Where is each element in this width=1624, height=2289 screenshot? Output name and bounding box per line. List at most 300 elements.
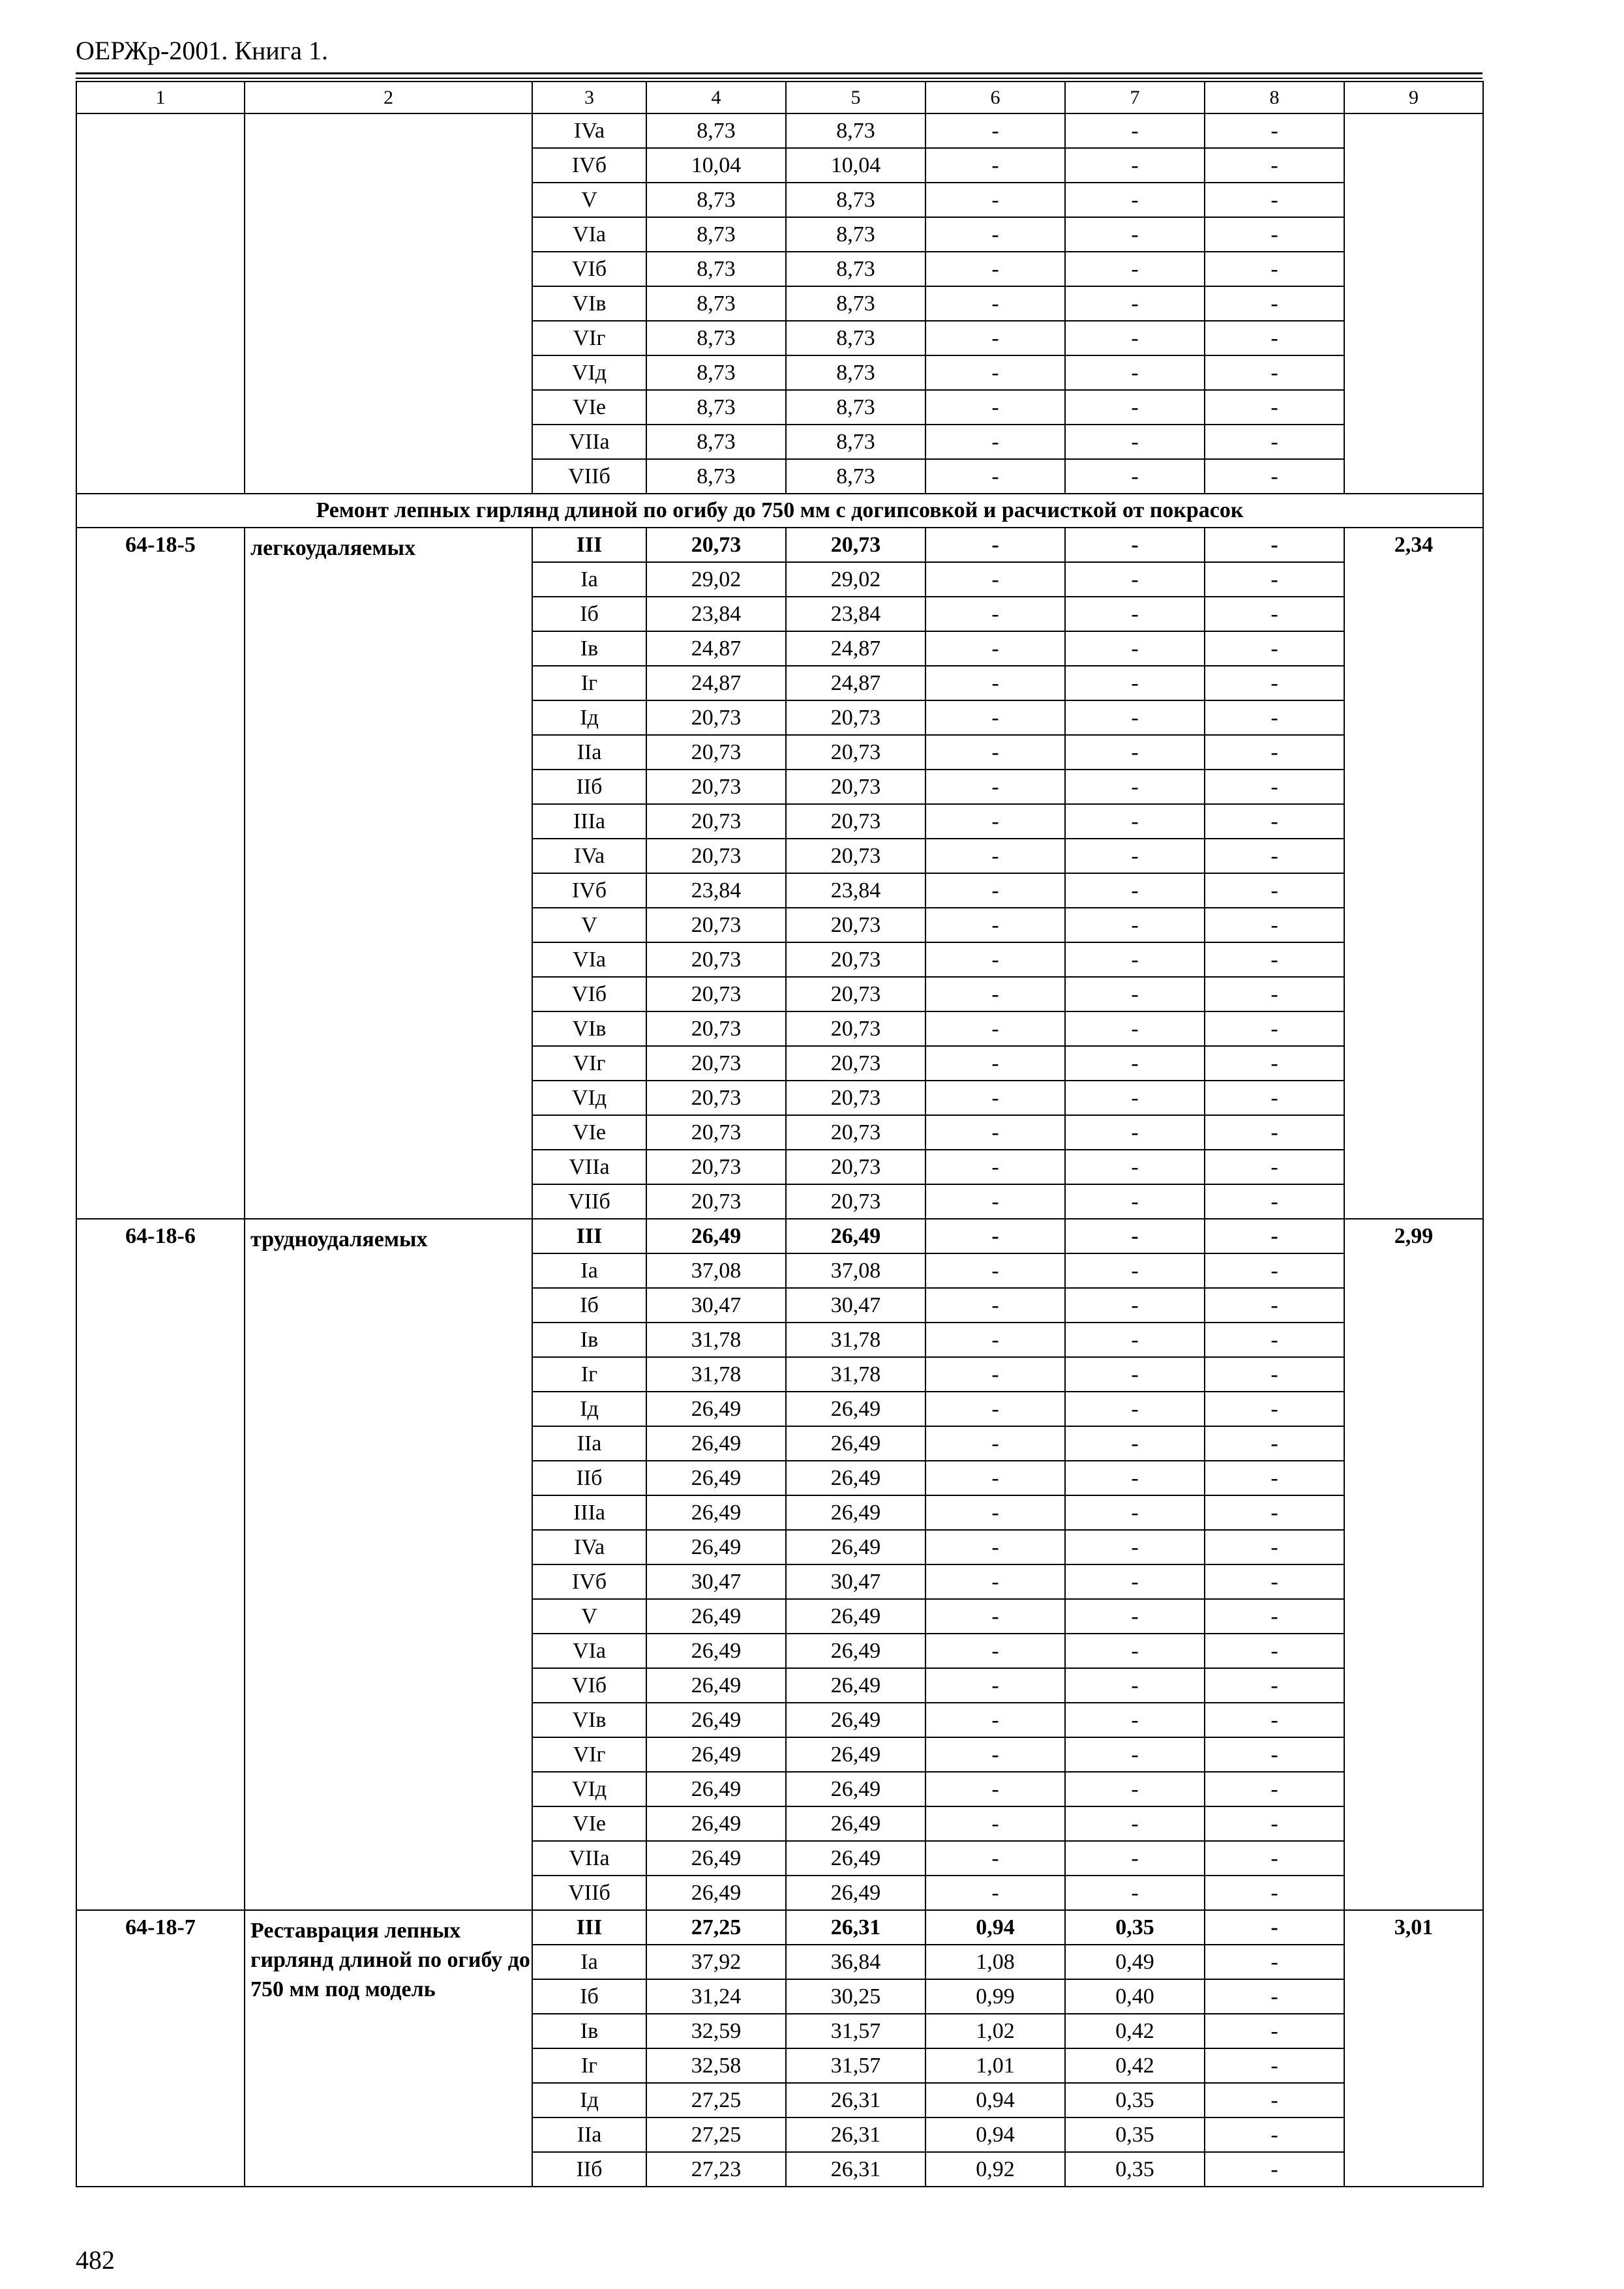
value-cell: 26,49 xyxy=(646,1737,786,1772)
value-cell: - xyxy=(925,1219,1065,1253)
value-cell: Iд xyxy=(532,700,646,735)
value-cell: - xyxy=(1065,252,1205,286)
value-cell: - xyxy=(1065,804,1205,839)
value-cell: 20,73 xyxy=(646,1081,786,1115)
value-cell: Iг xyxy=(532,2048,646,2083)
value-cell: 20,73 xyxy=(646,1046,786,1081)
value-cell: - xyxy=(1205,1150,1344,1184)
value-cell: 20,73 xyxy=(646,908,786,942)
value-cell: 31,24 xyxy=(646,1979,786,2014)
value-cell: - xyxy=(1065,562,1205,597)
value-cell: 20,73 xyxy=(646,528,786,562)
value-cell: - xyxy=(1065,666,1205,700)
value-cell: - xyxy=(1205,1876,1344,1910)
value-cell: - xyxy=(1205,977,1344,1011)
value-cell: - xyxy=(925,1392,1065,1426)
value-cell: 26,49 xyxy=(646,1772,786,1806)
value-cell: - xyxy=(925,1115,1065,1150)
value-cell: 24,87 xyxy=(646,631,786,666)
code-cell: 64-18-7 xyxy=(76,1910,245,2187)
value-cell: - xyxy=(925,390,1065,425)
value-cell: 26,49 xyxy=(786,1599,925,1634)
value-cell: 32,59 xyxy=(646,2014,786,2048)
value-cell: 20,73 xyxy=(786,804,925,839)
value-cell: - xyxy=(1065,425,1205,459)
value-cell: VIб xyxy=(532,252,646,286)
value-cell: VIг xyxy=(532,321,646,355)
value-cell: 31,78 xyxy=(646,1357,786,1392)
value-cell: 20,73 xyxy=(786,1115,925,1150)
value-cell: 20,73 xyxy=(786,839,925,873)
value-cell: 26,31 xyxy=(786,1910,925,1945)
value-cell: 8,73 xyxy=(786,183,925,217)
value-cell: 8,73 xyxy=(786,217,925,252)
value-cell: - xyxy=(925,425,1065,459)
value-cell: VIe xyxy=(532,1806,646,1841)
value-cell: 23,84 xyxy=(646,597,786,631)
value-cell: IVa xyxy=(532,113,646,148)
value-cell: III xyxy=(532,528,646,562)
value-cell: Iг xyxy=(532,1357,646,1392)
value-cell: - xyxy=(1205,1737,1344,1772)
value-cell: - xyxy=(1065,321,1205,355)
value-cell: - xyxy=(1065,1530,1205,1564)
value-cell: - xyxy=(925,735,1065,770)
value-cell: Iв xyxy=(532,1323,646,1357)
value-cell: - xyxy=(1065,1461,1205,1495)
value-cell: - xyxy=(1205,390,1344,425)
value-cell: - xyxy=(1205,1668,1344,1703)
value-cell: 20,73 xyxy=(786,1184,925,1219)
value-cell: - xyxy=(1065,1184,1205,1219)
value-cell: - xyxy=(1065,908,1205,942)
value-cell: - xyxy=(1205,1357,1344,1392)
value-cell: 0,42 xyxy=(1065,2048,1205,2083)
value-cell: - xyxy=(925,1081,1065,1115)
value-cell: 8,73 xyxy=(786,390,925,425)
value-cell: - xyxy=(1205,1011,1344,1046)
value-cell: - xyxy=(1205,562,1344,597)
value-cell: - xyxy=(1065,355,1205,390)
value-cell: 8,73 xyxy=(646,425,786,459)
value-cell: - xyxy=(1065,1357,1205,1392)
value-cell: - xyxy=(925,252,1065,286)
value-cell: - xyxy=(1205,597,1344,631)
value-cell: - xyxy=(1205,1564,1344,1599)
value-cell: - xyxy=(925,770,1065,804)
value-cell: - xyxy=(1205,1392,1344,1426)
value-cell: 20,73 xyxy=(786,700,925,735)
value-cell: - xyxy=(925,1253,1065,1288)
column-number-cell: 3 xyxy=(532,82,646,113)
value-cell: - xyxy=(1205,2152,1344,2187)
description-cell: легкоудаляемых xyxy=(245,528,532,1219)
value-cell: V xyxy=(532,1599,646,1634)
value-cell: 26,49 xyxy=(646,1634,786,1668)
value-cell: 20,73 xyxy=(646,804,786,839)
value-cell: - xyxy=(925,113,1065,148)
value-cell: 23,84 xyxy=(786,873,925,908)
value-cell: Iв xyxy=(532,631,646,666)
value-cell: - xyxy=(1205,1530,1344,1564)
value-cell: VIIa xyxy=(532,1150,646,1184)
value-cell: 26,49 xyxy=(786,1426,925,1461)
value-cell: - xyxy=(1205,2014,1344,2048)
value-cell: 32,58 xyxy=(646,2048,786,2083)
value-cell: 23,84 xyxy=(786,597,925,631)
value-cell: 0,35 xyxy=(1065,2152,1205,2187)
value-cell: - xyxy=(1065,1392,1205,1426)
value-cell: VIв xyxy=(532,1703,646,1737)
value-cell: - xyxy=(1205,804,1344,839)
value-cell: - xyxy=(1065,1564,1205,1599)
value-cell: - xyxy=(1065,459,1205,494)
value-cell: - xyxy=(1065,942,1205,977)
value-cell: VIa xyxy=(532,217,646,252)
value-cell: - xyxy=(1205,631,1344,666)
value-cell: 20,73 xyxy=(786,735,925,770)
value-cell: - xyxy=(1065,1426,1205,1461)
value-cell: - xyxy=(1205,1219,1344,1253)
value-cell: - xyxy=(1065,873,1205,908)
value-cell: 26,49 xyxy=(786,1772,925,1806)
table-row xyxy=(76,1219,1483,1253)
value-cell: - xyxy=(925,1841,1065,1876)
value-cell: VIб xyxy=(532,977,646,1011)
value-cell: Iб xyxy=(532,1288,646,1323)
value-cell: 26,49 xyxy=(786,1634,925,1668)
value-cell: - xyxy=(1205,839,1344,873)
value-cell: 20,73 xyxy=(646,839,786,873)
value-cell: 20,73 xyxy=(646,942,786,977)
section-title: Ремонт лепных гирлянд длиной по огибу до 750 мм с догипсовкой и расчисткой от покрасок xyxy=(76,494,1483,528)
value-cell: - xyxy=(925,1634,1065,1668)
code-cell: 64-18-6 xyxy=(76,1219,245,1910)
value-cell: 29,02 xyxy=(786,562,925,597)
value-cell: - xyxy=(925,1426,1065,1461)
value-cell: - xyxy=(1205,1184,1344,1219)
value-cell: - xyxy=(1205,1599,1344,1634)
value-cell: 20,73 xyxy=(786,908,925,942)
value-cell: IIa xyxy=(532,735,646,770)
column-number-cell: 6 xyxy=(925,82,1065,113)
value-cell: - xyxy=(925,355,1065,390)
value-cell: III xyxy=(532,1910,646,1945)
value-cell: - xyxy=(1205,286,1344,321)
value-cell: VIг xyxy=(532,1737,646,1772)
value-cell: - xyxy=(925,873,1065,908)
value-cell: - xyxy=(1205,425,1344,459)
value-cell: 30,47 xyxy=(786,1564,925,1599)
value-cell: 26,49 xyxy=(646,1426,786,1461)
value-cell: 0,35 xyxy=(1065,1910,1205,1945)
value-cell: - xyxy=(1065,390,1205,425)
value-cell: 20,73 xyxy=(786,1081,925,1115)
value-cell: Iб xyxy=(532,597,646,631)
value-cell: - xyxy=(925,1772,1065,1806)
value-cell: - xyxy=(1065,1876,1205,1910)
value-cell: 27,25 xyxy=(646,2083,786,2117)
value-cell: VIд xyxy=(532,355,646,390)
value-cell: 26,49 xyxy=(646,1703,786,1737)
value-cell: Ia xyxy=(532,1945,646,1979)
value-cell: - xyxy=(925,1150,1065,1184)
value-cell: 31,57 xyxy=(786,2014,925,2048)
page-number: 482 xyxy=(76,2245,115,2275)
value-cell: 0,42 xyxy=(1065,2014,1205,2048)
value-cell: 30,25 xyxy=(786,1979,925,2014)
description-cell: трудноудаляемых xyxy=(245,1219,532,1910)
column-number-cell: 5 xyxy=(786,82,925,113)
value-cell: - xyxy=(1205,148,1344,183)
value-cell: - xyxy=(925,1184,1065,1219)
value-cell: - xyxy=(1065,217,1205,252)
coefficient-cell: 2,34 xyxy=(1344,528,1483,1219)
value-cell: - xyxy=(1205,2083,1344,2117)
code-cell xyxy=(76,113,245,494)
value-cell: Ia xyxy=(532,1253,646,1288)
value-cell: - xyxy=(1205,1806,1344,1841)
value-cell: VIe xyxy=(532,1115,646,1150)
value-cell: Iд xyxy=(532,2083,646,2117)
value-cell: 26,49 xyxy=(646,1461,786,1495)
column-number-cell: 7 xyxy=(1065,82,1205,113)
value-cell: 26,49 xyxy=(646,1392,786,1426)
value-cell: - xyxy=(925,1806,1065,1841)
value-cell: - xyxy=(1065,1806,1205,1841)
value-cell: VIe xyxy=(532,390,646,425)
value-cell: 26,31 xyxy=(786,2083,925,2117)
value-cell: 26,49 xyxy=(786,1668,925,1703)
value-cell: 1,02 xyxy=(925,2014,1065,2048)
value-cell: - xyxy=(925,1357,1065,1392)
value-cell: - xyxy=(1205,252,1344,286)
value-cell: 24,87 xyxy=(786,666,925,700)
value-cell: - xyxy=(1065,1599,1205,1634)
value-cell: 0,35 xyxy=(1065,2117,1205,2152)
value-cell: - xyxy=(1205,735,1344,770)
value-cell: - xyxy=(925,1046,1065,1081)
value-cell: 1,01 xyxy=(925,2048,1065,2083)
value-cell: - xyxy=(1065,1150,1205,1184)
value-cell: - xyxy=(1065,113,1205,148)
value-cell: - xyxy=(925,804,1065,839)
coefficient-cell: 2,99 xyxy=(1344,1219,1483,1910)
value-cell: 10,04 xyxy=(646,148,786,183)
column-number-row xyxy=(76,82,1483,113)
value-cell: 29,02 xyxy=(646,562,786,597)
value-cell: - xyxy=(1065,286,1205,321)
value-cell: - xyxy=(925,1288,1065,1323)
value-cell: - xyxy=(925,286,1065,321)
value-cell: 8,73 xyxy=(786,425,925,459)
value-cell: 8,73 xyxy=(646,286,786,321)
value-cell: 8,73 xyxy=(646,252,786,286)
value-cell: - xyxy=(925,977,1065,1011)
value-cell: - xyxy=(925,1461,1065,1495)
value-cell: 26,49 xyxy=(786,1806,925,1841)
value-cell: 36,84 xyxy=(786,1945,925,1979)
value-cell: 8,73 xyxy=(786,355,925,390)
value-cell: 20,73 xyxy=(786,1046,925,1081)
value-cell: 20,73 xyxy=(646,1115,786,1150)
code-cell: 64-18-5 xyxy=(76,528,245,1219)
value-cell: 26,49 xyxy=(786,1530,925,1564)
value-cell: 20,73 xyxy=(646,735,786,770)
value-cell: VIIб xyxy=(532,1876,646,1910)
value-cell: - xyxy=(1065,735,1205,770)
value-cell: 20,73 xyxy=(786,528,925,562)
value-cell: - xyxy=(925,183,1065,217)
value-cell: VIд xyxy=(532,1772,646,1806)
value-cell: - xyxy=(1205,355,1344,390)
value-cell: 20,73 xyxy=(646,770,786,804)
coefficient-cell xyxy=(1344,113,1483,494)
value-cell: VIг xyxy=(532,1046,646,1081)
value-cell: - xyxy=(1205,528,1344,562)
value-cell: - xyxy=(1205,2048,1344,2083)
value-cell: 26,49 xyxy=(646,1668,786,1703)
value-cell: V xyxy=(532,183,646,217)
page-header-title: ОЕРЖр-2001. Книга 1. xyxy=(76,36,328,65)
value-cell: 31,78 xyxy=(786,1323,925,1357)
value-cell: 27,25 xyxy=(646,1910,786,1945)
description-cell xyxy=(245,113,532,494)
value-cell: - xyxy=(925,1323,1065,1357)
value-cell: 1,08 xyxy=(925,1945,1065,1979)
value-cell: 37,08 xyxy=(646,1253,786,1288)
value-cell: - xyxy=(925,700,1065,735)
value-cell: - xyxy=(1065,1495,1205,1530)
value-cell: VIб xyxy=(532,1668,646,1703)
value-cell: - xyxy=(1065,1668,1205,1703)
value-cell: 20,73 xyxy=(786,1150,925,1184)
value-cell: IVa xyxy=(532,839,646,873)
value-cell: - xyxy=(1205,113,1344,148)
value-cell: 20,73 xyxy=(786,1011,925,1046)
value-cell: - xyxy=(1205,770,1344,804)
value-cell: VIIa xyxy=(532,425,646,459)
value-cell: IIIa xyxy=(532,1495,646,1530)
value-cell: 26,49 xyxy=(786,1495,925,1530)
value-cell: 37,92 xyxy=(646,1945,786,1979)
value-cell: 10,04 xyxy=(786,148,925,183)
value-cell: - xyxy=(925,597,1065,631)
value-cell: - xyxy=(1065,597,1205,631)
value-cell: - xyxy=(925,1495,1065,1530)
value-cell: - xyxy=(925,942,1065,977)
value-cell: - xyxy=(1065,1634,1205,1668)
value-cell: - xyxy=(925,666,1065,700)
value-cell: 26,49 xyxy=(786,1461,925,1495)
value-cell: - xyxy=(1065,977,1205,1011)
value-cell: 8,73 xyxy=(786,113,925,148)
value-cell: - xyxy=(1205,217,1344,252)
value-cell: 20,73 xyxy=(786,770,925,804)
value-cell: 26,49 xyxy=(786,1841,925,1876)
header-rule-thin xyxy=(76,78,1482,79)
value-cell: 26,49 xyxy=(786,1703,925,1737)
value-cell: 8,73 xyxy=(646,390,786,425)
value-cell: 20,73 xyxy=(646,700,786,735)
value-cell: - xyxy=(1205,1046,1344,1081)
value-cell: 31,78 xyxy=(786,1357,925,1392)
value-cell: 30,47 xyxy=(646,1288,786,1323)
column-number-cell: 9 xyxy=(1344,82,1483,113)
value-cell: 26,49 xyxy=(786,1876,925,1910)
value-cell: VIIб xyxy=(532,1184,646,1219)
value-cell: - xyxy=(925,1530,1065,1564)
value-cell: 30,47 xyxy=(786,1288,925,1323)
value-cell: - xyxy=(1205,321,1344,355)
value-cell: 8,73 xyxy=(646,183,786,217)
value-cell: - xyxy=(925,1564,1065,1599)
value-cell: 8,73 xyxy=(786,321,925,355)
value-cell: - xyxy=(925,631,1065,666)
value-cell: IVб xyxy=(532,1564,646,1599)
value-cell: 20,73 xyxy=(646,1011,786,1046)
value-cell: 20,73 xyxy=(646,1184,786,1219)
value-cell: - xyxy=(1205,908,1344,942)
value-cell: - xyxy=(925,321,1065,355)
value-cell: - xyxy=(1065,528,1205,562)
value-cell: - xyxy=(1065,839,1205,873)
value-cell: 30,47 xyxy=(646,1564,786,1599)
value-cell: 26,31 xyxy=(786,2117,925,2152)
value-cell: VIд xyxy=(532,1081,646,1115)
value-cell: - xyxy=(1065,770,1205,804)
value-cell: - xyxy=(925,1703,1065,1737)
value-cell: 0,94 xyxy=(925,2083,1065,2117)
value-cell: - xyxy=(1205,1461,1344,1495)
value-cell: - xyxy=(1205,1772,1344,1806)
column-number-cell: 4 xyxy=(646,82,786,113)
value-cell: - xyxy=(1065,1081,1205,1115)
value-cell: - xyxy=(1065,1115,1205,1150)
value-cell: - xyxy=(1205,1945,1344,1979)
value-cell: - xyxy=(1205,459,1344,494)
value-cell: - xyxy=(925,562,1065,597)
value-cell: - xyxy=(925,1668,1065,1703)
value-cell: - xyxy=(1065,1772,1205,1806)
table-row xyxy=(76,528,1483,562)
value-cell: - xyxy=(1205,1426,1344,1461)
value-cell: 20,73 xyxy=(786,942,925,977)
value-cell: - xyxy=(1205,1910,1344,1945)
value-cell: 26,49 xyxy=(646,1530,786,1564)
value-cell: - xyxy=(1205,1841,1344,1876)
value-cell: - xyxy=(925,1876,1065,1910)
value-cell: 0,99 xyxy=(925,1979,1065,2014)
value-cell: 0,49 xyxy=(1065,1945,1205,1979)
value-cell: IVб xyxy=(532,148,646,183)
description-cell: Реставрация лепных гирлянд длиной по огибу до 750 мм под модель xyxy=(245,1910,532,2187)
value-cell: 20,73 xyxy=(786,977,925,1011)
table-row xyxy=(76,1910,1483,1945)
value-cell: IIa xyxy=(532,1426,646,1461)
value-cell: - xyxy=(1205,1634,1344,1668)
rates-table xyxy=(76,81,1484,2187)
value-cell: 0,35 xyxy=(1065,2083,1205,2117)
value-cell: 26,49 xyxy=(646,1876,786,1910)
value-cell: - xyxy=(1205,1323,1344,1357)
value-cell: - xyxy=(1065,1288,1205,1323)
coefficient-cell: 3,01 xyxy=(1344,1910,1483,2187)
value-cell: VIa xyxy=(532,942,646,977)
value-cell: - xyxy=(1065,1046,1205,1081)
value-cell: - xyxy=(925,1737,1065,1772)
value-cell: - xyxy=(1205,1979,1344,2014)
